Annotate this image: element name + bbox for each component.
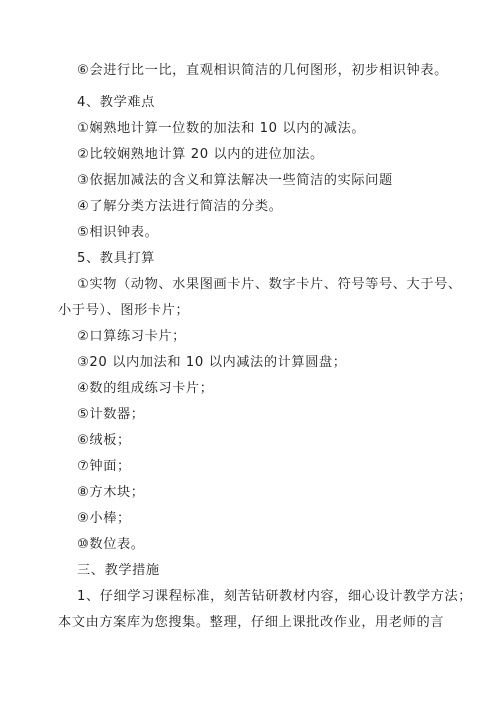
text-line-aid-10: ⑩数位表。 [77,537,145,552]
text-line-difficulty-1: ①娴熟地计算一位数的加法和 10 以内的减法。 [77,121,366,136]
text-line-aid-9: ⑨小棒； [77,511,131,526]
text-line-measure-1-continued: 本文由方案库为您搜集。整理，仔细上课批改作业，用老师的言 [58,615,445,630]
text-line-difficulty-4: ④了解分类方法进行简洁的分类。 [77,199,283,214]
text-line-aid-5: ⑤计数器； [77,407,145,422]
text-line-aid-4: ④数的组成练习卡片； [77,381,214,396]
text-line-aid-7: ⑦钟面； [77,459,131,474]
text-line-aid-3: ③20 以内加法和 10 以内减法的计算圆盘； [77,355,347,370]
text-line-difficulty-5: ⑤相识钟表。 [77,225,159,240]
text-line-aid-8: ⑧方木块； [77,485,145,500]
text-line-objective-6: ⑥会进行比一比，直观相识简洁的几何图形，初步相识钟表。 [77,63,448,78]
text-line-aid-6: ⑥绒板； [77,433,131,448]
text-line-difficulty-3: ③依据加减法的含义和算法解决一些简洁的实际问题 [77,173,393,188]
section-heading-teaching-aids: 5、教具打算 [77,251,155,266]
text-line-measure-1: 1、仔细学习课程标准，刻苦钻研教材内容，细心设计教学方法； [77,589,473,604]
section-heading-difficulties: 4、教学难点 [77,95,155,110]
text-line-difficulty-2: ②比较娴熟地计算 20 以内的进位加法。 [77,147,324,162]
text-line-aid-1: ①实物（动物、水果图画卡片、数字卡片、符号等号、大于号、 [77,277,462,292]
text-line-aid-1-continued: 小于号）、图形卡片； [58,303,190,318]
text-line-aid-2: ②口算练习卡片； [77,329,186,344]
section-heading-measures: 三、教学措施 [77,563,160,578]
